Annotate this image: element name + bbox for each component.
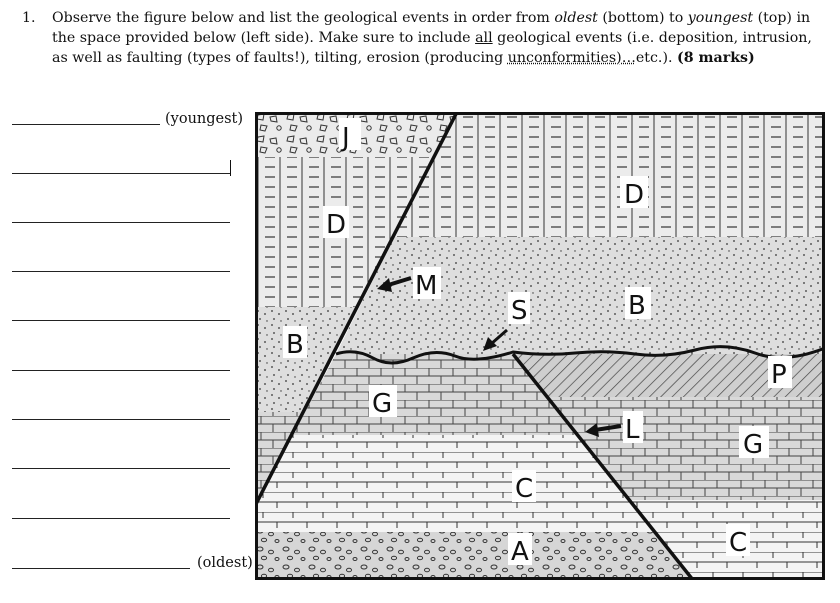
- unconformities-word: unconformities)…: [507, 50, 636, 66]
- label-m: M: [415, 271, 438, 301]
- youngest-label: (youngest): [165, 111, 244, 127]
- label-a: A: [511, 537, 529, 567]
- label-d-left: D: [326, 210, 347, 240]
- label-d-right: D: [624, 180, 645, 210]
- geologic-cross-section: [255, 112, 825, 580]
- answer-line-9[interactable]: [12, 518, 230, 519]
- oldest-label: (oldest): [197, 555, 253, 571]
- label-g-left: G: [372, 389, 393, 419]
- marks-label: (8 marks): [677, 50, 755, 66]
- label-b-right: B: [628, 291, 646, 321]
- question-number: 1.: [22, 10, 36, 26]
- label-s: S: [511, 296, 528, 326]
- label-g-right: G: [743, 430, 764, 460]
- text-cursor: [230, 160, 231, 176]
- question-text: Observe the figure below and list the geological events in order from oldest (bottom) to youngest (top) in the space provided below (left side). Make sure to include all geological events (i.e. deposition, intrusion, as well as faulting (types of faults!), tilting, erosion (producing unconformities)…etc.). (8 marks): [52, 10, 812, 66]
- answer-line-3[interactable]: [12, 222, 230, 223]
- answer-line-2[interactable]: [12, 173, 230, 174]
- label-c-left: C: [515, 474, 534, 504]
- label-b-left: B: [286, 330, 304, 360]
- answer-line-4[interactable]: [12, 271, 230, 272]
- answer-line-5[interactable]: [12, 320, 230, 321]
- youngest-emphasis: youngest: [687, 10, 754, 26]
- answer-line-7[interactable]: [12, 419, 230, 420]
- label-c-right: C: [729, 528, 748, 558]
- label-l: L: [625, 415, 640, 445]
- answer-line-6[interactable]: [12, 370, 230, 371]
- label-p: P: [771, 360, 787, 390]
- answer-line-1[interactable]: [12, 124, 160, 125]
- oldest-emphasis: oldest: [554, 10, 598, 26]
- label-j: J: [342, 123, 350, 153]
- answer-line-8[interactable]: [12, 468, 230, 469]
- question-block: [22, 8, 812, 68]
- answer-line-10[interactable]: [12, 568, 190, 569]
- all-emphasis: all: [475, 30, 493, 46]
